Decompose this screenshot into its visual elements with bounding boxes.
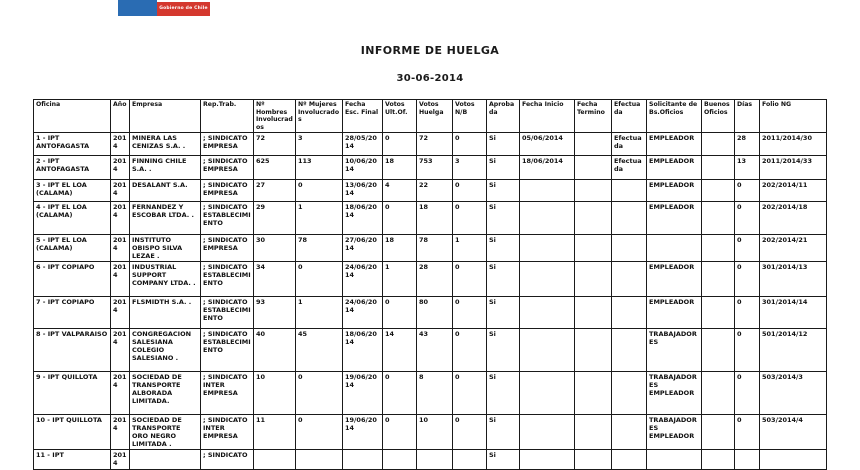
table-cell (702, 329, 735, 372)
table-cell: 5 - IPT EL LOA (CALAMA) (34, 235, 111, 262)
table-cell: Si (487, 329, 520, 372)
table-cell: 0 (453, 297, 487, 329)
table-cell: 13 (735, 156, 760, 180)
column-header: Oficina (34, 100, 111, 133)
table-cell: 2014 (111, 372, 130, 415)
table-cell: Si (487, 235, 520, 262)
table-cell (417, 450, 453, 470)
table-cell: 3 (296, 133, 343, 156)
table-cell: SOCIEDAD DE TRANSPORTE ALBORADA LIMITADA. (130, 372, 201, 415)
table-header (34, 100, 827, 133)
table-cell: 1 - IPT ANTOFAGASTA (34, 133, 111, 156)
table-cell: 3 - IPT EL LOA (CALAMA) (34, 180, 111, 202)
table-cell: 40 (254, 329, 296, 372)
table-cell: 4 - IPT EL LOA (CALAMA) (34, 202, 111, 235)
column-header: Votos Huelga (417, 100, 453, 133)
table-cell: 8 - IPT VALPARAISO (34, 329, 111, 372)
header-row (34, 100, 827, 133)
table-cell: 503/2014/3 (760, 372, 827, 415)
table-cell: INDUSTRIAL SUPPORT COMPANY LTDA. . (130, 262, 201, 297)
table-cell: ; SINDICATO INTER EMPRESA (201, 415, 254, 450)
table-cell (612, 235, 647, 262)
table-cell: ; SINDICATO (201, 450, 254, 470)
table-cell: 28 (417, 262, 453, 297)
table-cell: 0 (735, 329, 760, 372)
table-cell: Efectuada (612, 156, 647, 180)
column-header: Votos Ult.Of. (383, 100, 417, 133)
table-cell: 2014 (111, 156, 130, 180)
table-cell: 2014 (111, 262, 130, 297)
table-cell: 301/2014/14 (760, 297, 827, 329)
table-cell: Efectuada (612, 133, 647, 156)
table-cell: 0 (453, 180, 487, 202)
table-cell: 18 (383, 235, 417, 262)
table-cell: 2 - IPT ANTOFAGASTA (34, 156, 111, 180)
column-header: Rep.Trab. (201, 100, 254, 133)
strike-report-table (33, 99, 827, 470)
table-cell: 6 - IPT COPIAPO (34, 262, 111, 297)
table-cell (612, 450, 647, 470)
table-cell (702, 262, 735, 297)
table-cell: 202/2014/18 (760, 202, 827, 235)
table-cell: CONGREGACION SALESIANA COLEGIO SALESIANO . (130, 329, 201, 372)
table-cell: 93 (254, 297, 296, 329)
table-cell: 30 (254, 235, 296, 262)
table-cell (612, 180, 647, 202)
table-cell: 1 (296, 297, 343, 329)
table-cell: Si (487, 133, 520, 156)
table-cell: EMPLEADOR (647, 202, 702, 235)
table-cell: 05/06/2014 (520, 133, 575, 156)
table-cell: 72 (417, 133, 453, 156)
table-cell: 2014 (111, 450, 130, 470)
table-cell (520, 297, 575, 329)
table-cell (130, 450, 201, 470)
table-cell: 2014 (111, 329, 130, 372)
table-cell: 0 (383, 297, 417, 329)
table-cell: 22 (417, 180, 453, 202)
table-cell (520, 415, 575, 450)
table-cell (612, 415, 647, 450)
table-cell (612, 297, 647, 329)
table-cell: 29 (254, 202, 296, 235)
table-cell: ; SINDICATO INTER EMPRESA (201, 372, 254, 415)
table-body (34, 133, 827, 470)
column-header: Fecha Inicio (520, 100, 575, 133)
table-row (34, 262, 827, 297)
table-cell: 78 (296, 235, 343, 262)
table-cell: EMPLEADOR (647, 180, 702, 202)
table-cell (612, 202, 647, 235)
table-cell: 19/06/2014 (343, 415, 383, 450)
report-date: 30-06-2014 (396, 73, 464, 84)
table-row (34, 202, 827, 235)
table-cell (575, 297, 612, 329)
table-cell: 2011/2014/33 (760, 156, 827, 180)
table-cell: 0 (735, 180, 760, 202)
table-cell: 0 (453, 415, 487, 450)
column-header: Nº Mujeres Involucrados (296, 100, 343, 133)
table-cell: 1 (453, 235, 487, 262)
table-row (34, 133, 827, 156)
table-cell: 2014 (111, 133, 130, 156)
table-cell: 45 (296, 329, 343, 372)
table-cell: 503/2014/4 (760, 415, 827, 450)
table-cell (520, 372, 575, 415)
table-row (34, 156, 827, 180)
chile-flag-icon (118, 0, 157, 16)
table-cell: TRABAJADORES EMPLEADOR (647, 415, 702, 450)
table-cell: Si (487, 202, 520, 235)
table-cell (575, 415, 612, 450)
table-row (34, 297, 827, 329)
table-cell: 10 (254, 372, 296, 415)
table-cell: 18 (417, 202, 453, 235)
table-cell (520, 329, 575, 372)
table-cell: ; SINDICATO ESTABLECIMIENTO (201, 297, 254, 329)
table-cell: Si (487, 180, 520, 202)
table-cell: 301/2014/13 (760, 262, 827, 297)
table-cell: 14 (383, 329, 417, 372)
table-cell: 0 (453, 202, 487, 235)
table-cell: 10 - IPT QUILLOTA (34, 415, 111, 450)
table-cell: 202/2014/11 (760, 180, 827, 202)
table-cell: 0 (383, 133, 417, 156)
table-cell (383, 450, 417, 470)
table-cell (575, 372, 612, 415)
table-cell: 34 (254, 262, 296, 297)
table-cell (702, 133, 735, 156)
table-cell: 0 (453, 133, 487, 156)
table-cell (343, 450, 383, 470)
table-cell (575, 329, 612, 372)
table-cell: 0 (453, 262, 487, 297)
table-cell: 501/2014/12 (760, 329, 827, 372)
table-cell: 18/06/2014 (343, 202, 383, 235)
table-cell: 0 (383, 372, 417, 415)
table-cell: 10 (417, 415, 453, 450)
column-header: Efectuada (612, 100, 647, 133)
table-cell (647, 450, 702, 470)
table-cell: 18/06/2014 (343, 329, 383, 372)
table-cell: Si (487, 450, 520, 470)
table-row (34, 235, 827, 262)
table-cell: 0 (296, 262, 343, 297)
table-cell: 19/06/2014 (343, 372, 383, 415)
table-cell: EMPLEADOR (647, 262, 702, 297)
table-cell: 2011/2014/30 (760, 133, 827, 156)
table-cell: 11 (254, 415, 296, 450)
table-cell: 7 - IPT COPIAPO (34, 297, 111, 329)
table-cell: 1 (296, 202, 343, 235)
table-cell: 11 - IPT (34, 450, 111, 470)
table-cell (647, 235, 702, 262)
table-cell (612, 372, 647, 415)
table-cell (612, 329, 647, 372)
table-cell: 625 (254, 156, 296, 180)
table-cell: 27 (254, 180, 296, 202)
table-cell (702, 180, 735, 202)
table-cell (702, 372, 735, 415)
column-header: Fecha Esc. Final (343, 100, 383, 133)
table-cell: 0 (735, 262, 760, 297)
table-cell: ; SINDICATO ESTABLECIMIENTO (201, 329, 254, 372)
table-cell: 2014 (111, 297, 130, 329)
table-cell (702, 450, 735, 470)
column-header: Solicitante de Bs.Oficios (647, 100, 702, 133)
gobierno-de-chile-logo (118, 0, 210, 16)
table-row (34, 450, 827, 470)
table-cell: EMPLEADOR (647, 297, 702, 329)
table-cell: TRABAJADORES EMPLEADOR (647, 372, 702, 415)
table-cell (520, 450, 575, 470)
logo-label: Gobierno de Chile (157, 2, 210, 16)
table-cell: 753 (417, 156, 453, 180)
table-cell (612, 262, 647, 297)
table-cell (760, 450, 827, 470)
table-cell (702, 202, 735, 235)
table-cell: 0 (296, 180, 343, 202)
table-cell: ; SINDICATO ESTABLECIMIENTO (201, 202, 254, 235)
table-cell: 27/06/2014 (343, 235, 383, 262)
table-cell: ; SINDICATO EMPRESA (201, 156, 254, 180)
table-cell: 2014 (111, 415, 130, 450)
table-cell: 43 (417, 329, 453, 372)
column-header: Folio NG (760, 100, 827, 133)
table-cell: ; SINDICATO ESTABLECIMIENTO (201, 262, 254, 297)
table-row (34, 180, 827, 202)
column-header: Días (735, 100, 760, 133)
column-header: Año (111, 100, 130, 133)
table-cell: ; SINDICATO EMPRESA (201, 133, 254, 156)
table-row (34, 329, 827, 372)
table-cell: Si (487, 297, 520, 329)
table-cell: Si (487, 262, 520, 297)
page-title: INFORME DE HUELGA (360, 44, 500, 57)
table-cell (702, 235, 735, 262)
table-cell: 0 (735, 202, 760, 235)
table-cell (453, 450, 487, 470)
table-cell: 0 (383, 415, 417, 450)
table-cell: 0 (296, 415, 343, 450)
table-cell: INSTITUTO OBISPO SILVA LEZAE . (130, 235, 201, 262)
table-cell: 2014 (111, 180, 130, 202)
table-cell: 13/06/2014 (343, 180, 383, 202)
table-cell (575, 262, 612, 297)
table-cell (575, 133, 612, 156)
table-cell: 0 (296, 372, 343, 415)
table-row (34, 372, 827, 415)
table-cell (575, 156, 612, 180)
table-cell: 113 (296, 156, 343, 180)
table-cell (520, 202, 575, 235)
table-cell (575, 180, 612, 202)
table-cell (254, 450, 296, 470)
table-cell: 0 (735, 235, 760, 262)
table-cell (520, 235, 575, 262)
column-header: Nº Hombres Involucrados (254, 100, 296, 133)
table-cell (575, 450, 612, 470)
table-row (34, 415, 827, 450)
table-cell (575, 202, 612, 235)
table-cell: EMPLEADOR (647, 133, 702, 156)
table-cell: DESALANT S.A. (130, 180, 201, 202)
table-cell: 202/2014/21 (760, 235, 827, 262)
table-cell: 2014 (111, 202, 130, 235)
table-cell (296, 450, 343, 470)
table-cell (520, 262, 575, 297)
table-cell: 9 - IPT QUILLOTA (34, 372, 111, 415)
table-cell: 28/05/2014 (343, 133, 383, 156)
table-cell: 24/06/2014 (343, 262, 383, 297)
table-cell: TRABAJADORES (647, 329, 702, 372)
table-cell: 18/06/2014 (520, 156, 575, 180)
table-cell: 80 (417, 297, 453, 329)
table-cell (702, 156, 735, 180)
table-cell: MINERA LAS CENIZAS S.A. . (130, 133, 201, 156)
table-cell: 28 (735, 133, 760, 156)
table-cell: 3 (453, 156, 487, 180)
table-cell: FERNANDEZ Y ESCOBAR LTDA. . (130, 202, 201, 235)
table-cell: 0 (453, 329, 487, 372)
table-cell: ; SINDICATO EMPRESA (201, 180, 254, 202)
column-header: Empresa (130, 100, 201, 133)
table-cell: 72 (254, 133, 296, 156)
table-cell: 18 (383, 156, 417, 180)
table-cell: 0 (735, 415, 760, 450)
table-cell: SOCIEDAD DE TRANSPORTE ORO NEGRO LIMITADA . (130, 415, 201, 450)
table-cell: 1 (383, 262, 417, 297)
column-header: Buenos Oficios (702, 100, 735, 133)
table-cell: 0 (735, 372, 760, 415)
table-cell: 10/06/2014 (343, 156, 383, 180)
table-cell: 0 (453, 372, 487, 415)
table-cell: 0 (383, 202, 417, 235)
column-header: Votos N/B (453, 100, 487, 133)
table-cell: 2014 (111, 235, 130, 262)
table-cell: FINNING CHILE S.A. . (130, 156, 201, 180)
table-cell: 0 (735, 297, 760, 329)
table-cell: 4 (383, 180, 417, 202)
table-cell: Si (487, 156, 520, 180)
table-cell: 78 (417, 235, 453, 262)
column-header: Aprobada (487, 100, 520, 133)
table-cell (575, 235, 612, 262)
table-cell (702, 415, 735, 450)
table-cell (702, 297, 735, 329)
table-cell: FLSMIDTH S.A. . (130, 297, 201, 329)
table-cell (520, 180, 575, 202)
table-cell: ; SINDICATO EMPRESA (201, 235, 254, 262)
table-cell: EMPLEADOR (647, 156, 702, 180)
table-cell: Si (487, 415, 520, 450)
table-cell: Si (487, 372, 520, 415)
table-cell: 8 (417, 372, 453, 415)
table-cell (735, 450, 760, 470)
table-cell: 24/06/2014 (343, 297, 383, 329)
column-header: Fecha Termino (575, 100, 612, 133)
